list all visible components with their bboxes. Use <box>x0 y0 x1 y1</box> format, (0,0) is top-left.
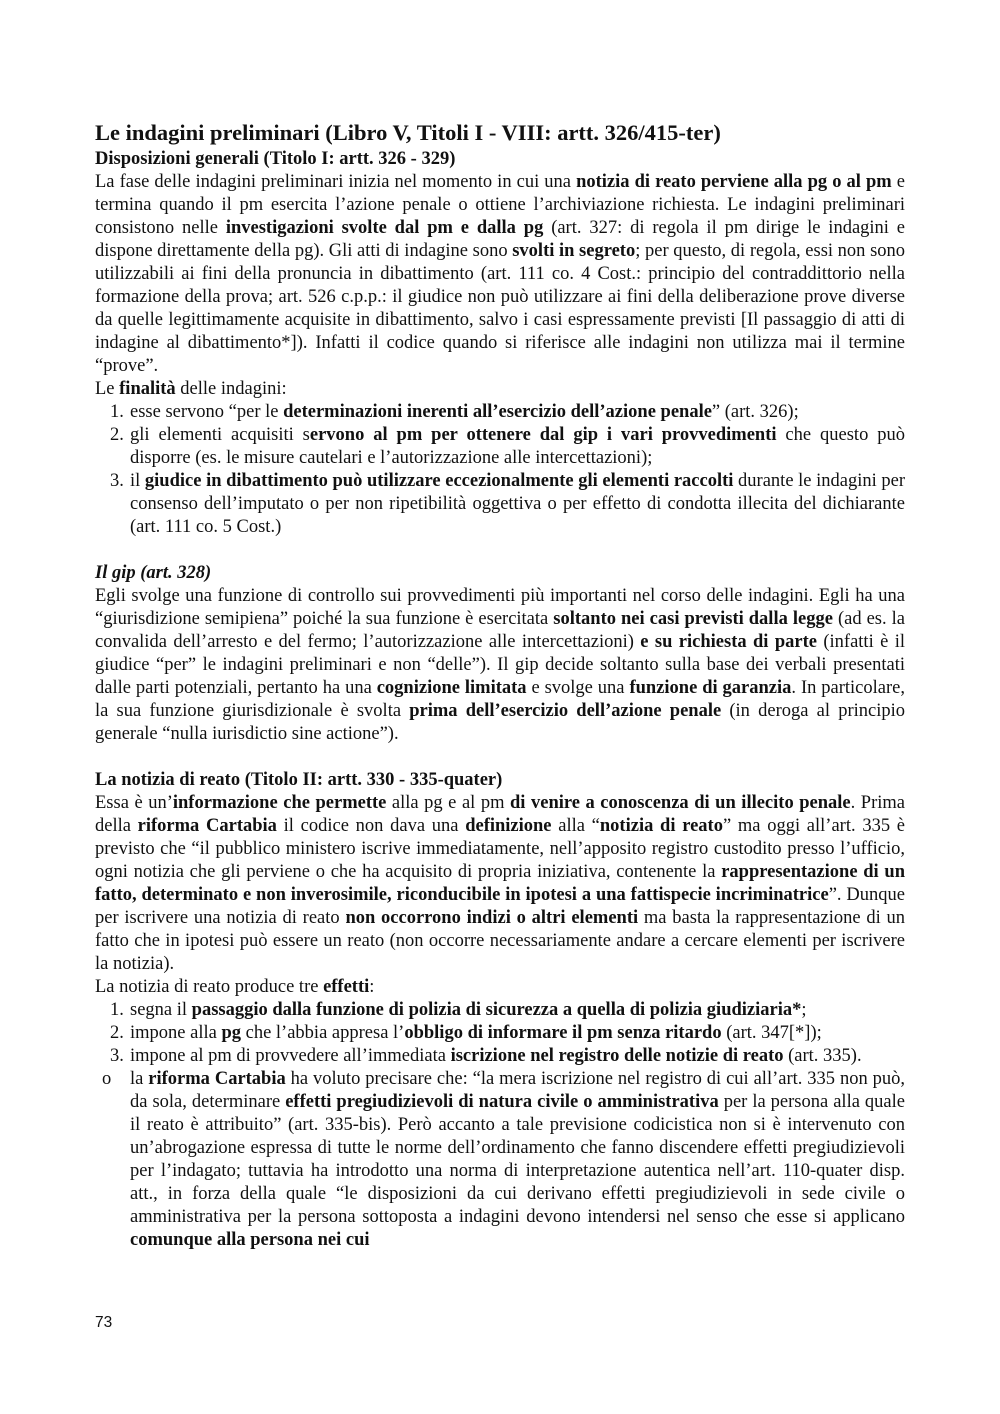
list-item: 2. gli elementi acquisiti servono al pm per ottenere dal gip i vari provvedimenti che questo può disporre (es. le misure cautelari e l’autorizzazione alle intercettazioni); <box>110 425 905 468</box>
page-number: 73 <box>95 1314 113 1331</box>
section-heading-gip: Il gip (art. 328) <box>95 563 212 583</box>
list-item: 3. il giudice in dibattimento può utilizzare eccezionalmente gli elementi raccolti durante le indagini per consenso dell’imputato o per non ripetibilità oggettiva o per effetto di condotta illecita del dichiarante (art. 111 co. 5 Cost.) <box>110 471 906 537</box>
bullet-item: o la riforma Cartabia ha voluto precisare che: “la mera iscrizione nel registro di cui all’art. 335 non può, da sola, determinare effetti pregiudizievoli di natura civile o amministrativa per la persona alla quale il reato è attribuito” (art. 335-bis). Però accanto a tale previsione codicistica non si è intervenuto con un’abrogazione espressa di tutte le norme dell’ordinamento che fanno discendere effetti pregiudizievoli per l’indagato; tuttavia ha introdotto una norma di interpretazione autentica nell’art. 110-quater disp. att., in forza della quale “le disposizioni da cui derivano effetti pregiudizievoli in sede civile o amministrativa per la persona sottoposta a indagini devono intendersi nel senso che esse si applicano comunque alla persona nei cui <box>95 1068 905 1252</box>
purposes-list <box>95 401 905 539</box>
section-heading-crime-report: La notizia di reato (Titolo II: artt. 330 - 335-quater) <box>95 770 503 790</box>
paragraph-crime-report: Essa è un’informazione che permette alla pg e al pm di venire a conoscenza di un illecito penale. Prima della riforma Cartabia il codice non dava una definizione alla “notizia di reato” ma oggi all’art. 335 è previsto che “il pubblico ministero iscrive immediatamente, nell’apposito registro custodito presso l’ufficio, ogni notizia che gli perviene o che ha acquisito di propria iniziativa, contenente la rappresentazione di un fatto, determinato e non inverosimile, riconducibile in ipotesi a una fattispecie incriminatrice”. Dunque per iscrivere una notizia di reato non occorrono indizi o altri elementi ma basta la rappresentazione di un fatto che in ipotesi può essere un reato (non occorre necessariamente andare a cercare elementi per iscrivere la notizia). <box>95 793 906 974</box>
effects-list <box>95 999 905 1252</box>
paragraph-purposes: Le finalità delle indagini: <box>95 379 287 399</box>
list-item: 1. esse servono “per le determinazioni inerenti all’esercizio dell’azione penale” (art. 326); <box>110 402 799 422</box>
list-item: 1. segna il passaggio dalla funzione di polizia di sicurezza a quella di polizia giudiziaria*; <box>110 1000 807 1020</box>
list-item: 2. impone alla pg che l’abbia appresa l’obbligo di informare il pm senza ritardo (art. 347[*]); <box>110 1023 822 1043</box>
section-heading-general-provisions: Disposizioni generali (Titolo I: artt. 326 - 329) <box>95 149 456 169</box>
list-item: 3. impone al pm di provvedere all’immediata iscrizione nel registro delle notizie di reato (art. 335). <box>110 1046 862 1066</box>
bullet-marker: o <box>102 1069 112 1089</box>
paragraph-intro: La fase delle indagini preliminari inizia nel momento in cui una notizia di reato perviene alla pg o al pm e termina quando il pm esercita l’azione penale o ottiene l’archiviazione richiesta. Le indagini preliminari consistono nelle investigazioni svolte dal pm e dalla pg (art. 327: di regola il pm dirige le indagini e dispone direttamente della pg). Gli atti di indagine sono svolti in segreto; per questo, di regola, essi non sono utilizzabili ai fini della pronuncia in dibattimento (art. 111 co. 4 Cost.: principio del contraddittorio nella formazione della prova; art. 526 c.p.p.: il giudice non può utilizzare ai fini della deliberazione prove diverse da quelle legittimamente acquisite in dibattimento, salvo i casi espressamente previsti [Il passaggio di atti di indagine al dibattimento*]). Infatti il codice quando si riferisce alle indagini non utilizza mai il termine “prove”. <box>95 172 906 376</box>
chapter-title: Le indagini preliminari (Libro V, Titoli I - VIII: artt. 326/415-ter) <box>95 120 721 145</box>
paragraph-gip: Egli svolge una funzione di controllo sui provvedimenti più importanti nel corso delle indagini. Egli ha una “giurisdizione semipiena” poiché la sua funzione è esercitata soltanto nei casi previsti dalla legge (ad es. la convalida dell’arresto e del fermo; l’autorizzazione alle intercettazioni) e su richiesta di parte (infatti è il giudice “per” le indagini preliminari e non “delle”). Il gip decide soltanto sulla base dei verbali presentati dalle parti potenziali, pertanto ha una cognizione limitata e svolge una funzione di garanzia. In particolare, la sua funzione giurisdizionale è svolta prima dell’esercizio dell’azione penale (in deroga al principio generale “nulla iurisdictio sine actione”). <box>95 586 906 744</box>
page-content <box>95 117 905 1252</box>
paragraph-effects: La notizia di reato produce tre effetti: <box>95 977 375 997</box>
